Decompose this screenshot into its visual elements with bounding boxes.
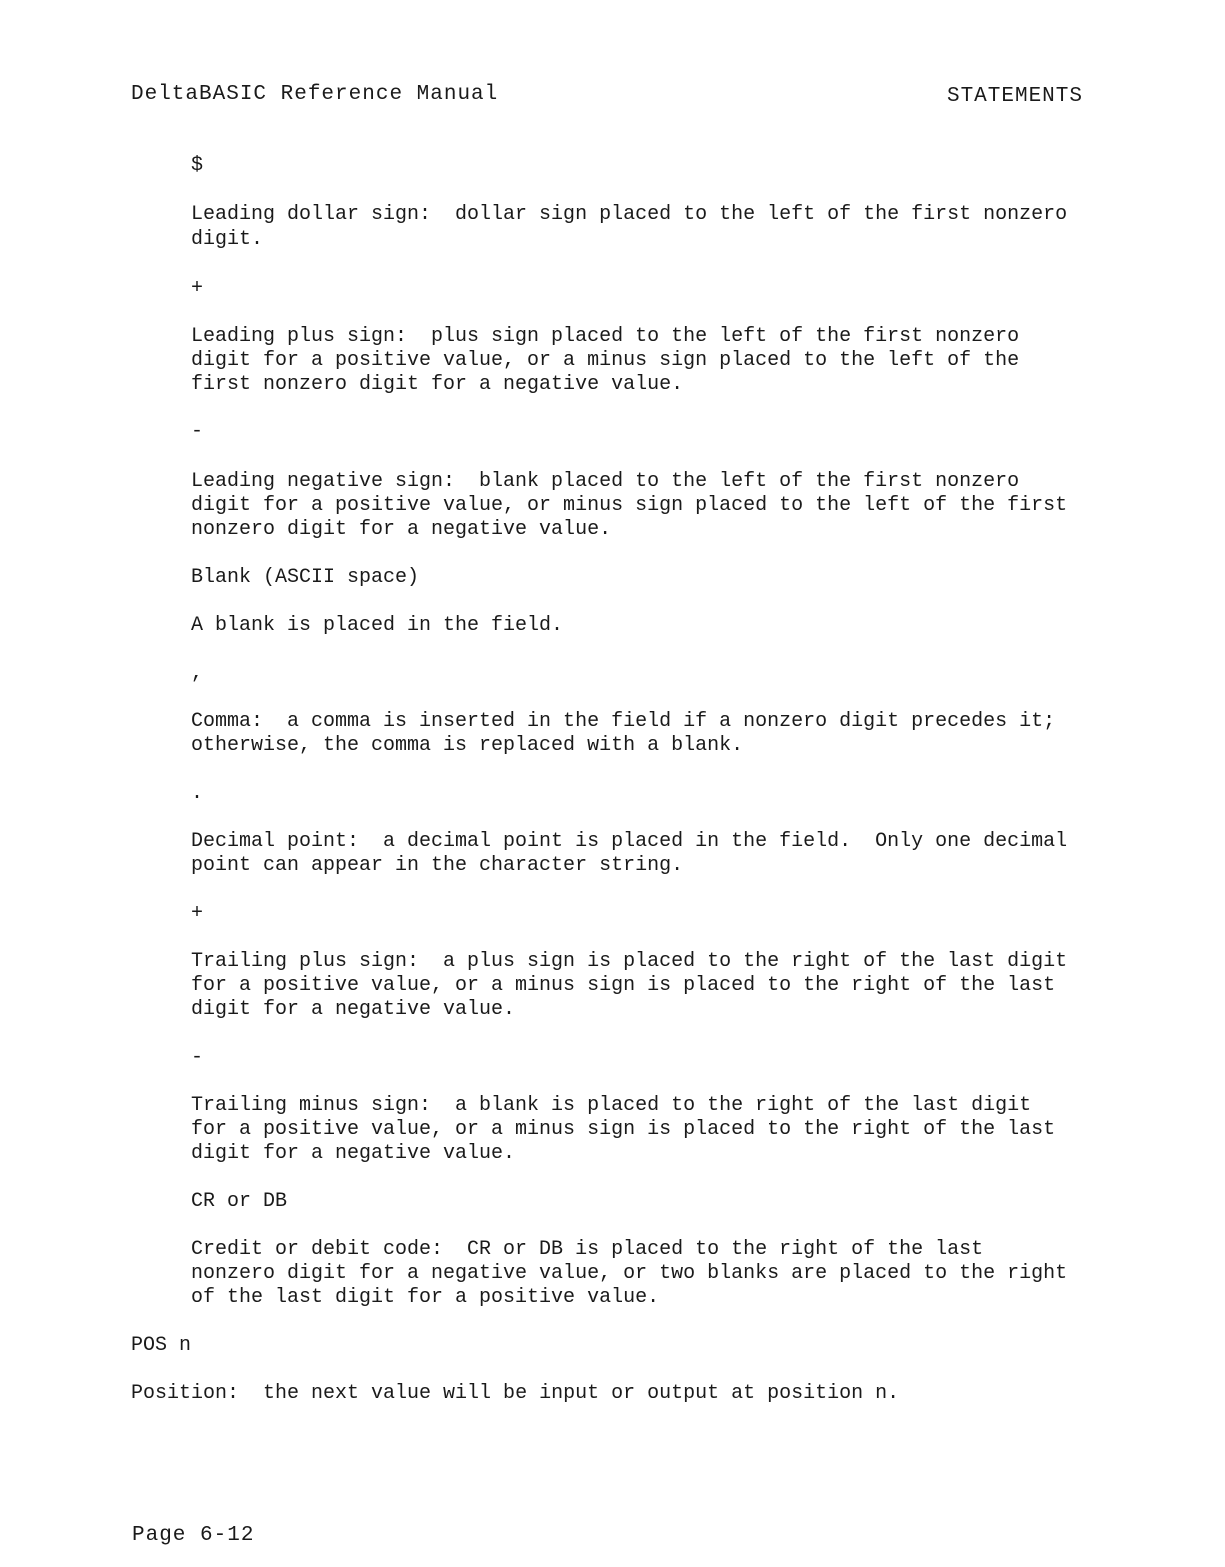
section-title: STATEMENTS bbox=[946, 85, 1083, 108]
dollar-description-line: digit. bbox=[191, 228, 264, 251]
decimal-description-line: Decimal point: a decimal point is placed in the field. Only one decimal bbox=[191, 830, 1068, 853]
page-number: Page 6-12 bbox=[132, 1524, 255, 1547]
dollar-symbol: $ bbox=[191, 154, 204, 177]
decimal-description-line: point can appear in the character string. bbox=[191, 854, 684, 877]
credit-debit-symbol: CR or DB bbox=[191, 1190, 288, 1213]
credit-debit-description-line: nonzero digit for a negative value, or two blanks are placed to the right bbox=[191, 1262, 1068, 1285]
comma-description-line: otherwise, the comma is replaced with a blank. bbox=[191, 734, 744, 757]
trailing-minus-description-line: digit for a negative value. bbox=[191, 1142, 516, 1165]
trailing-minus-description-line: for a positive value, or a minus sign is placed to the right of the last bbox=[191, 1118, 1056, 1141]
trailing-plus-description-line: digit for a negative value. bbox=[191, 998, 516, 1021]
leading-negative-description-line: digit for a positive value, or minus sign placed to the left of the first bbox=[191, 494, 1068, 517]
comma-symbol: , bbox=[191, 662, 204, 685]
blank-symbol: Blank (ASCII space) bbox=[191, 566, 420, 589]
leading-negative-symbol: - bbox=[191, 420, 204, 443]
position-symbol: POS n bbox=[131, 1334, 192, 1357]
leading-plus-description-line: digit for a positive value, or a minus sign placed to the left of the bbox=[191, 349, 1020, 372]
credit-debit-description-line: of the last digit for a positive value. bbox=[191, 1286, 660, 1309]
leading-plus-symbol: + bbox=[191, 277, 204, 300]
dollar-description-line: Leading dollar sign: dollar sign placed to the left of the first nonzero bbox=[191, 203, 1068, 226]
credit-debit-description-line: Credit or debit code: CR or DB is placed to the right of the last bbox=[191, 1238, 984, 1261]
leading-plus-description-line: first nonzero digit for a negative value. bbox=[191, 373, 684, 396]
leading-plus-description-line: Leading plus sign: plus sign placed to the left of the first nonzero bbox=[191, 325, 1020, 348]
comma-description-line: Comma: a comma is inserted in the field if a nonzero digit precedes it; bbox=[191, 710, 1056, 733]
decimal-symbol: . bbox=[191, 782, 204, 805]
blank-description-line: A blank is placed in the field. bbox=[191, 614, 564, 637]
trailing-plus-symbol: + bbox=[191, 902, 204, 925]
trailing-plus-description-line: Trailing plus sign: a plus sign is placed to the right of the last digit bbox=[191, 950, 1068, 973]
leading-negative-description-line: Leading negative sign: blank placed to the left of the first nonzero bbox=[191, 470, 1020, 493]
trailing-minus-symbol: - bbox=[191, 1046, 204, 1069]
manual-title: DeltaBASIC Reference Manual bbox=[131, 83, 499, 106]
leading-negative-description-line: nonzero digit for a negative value. bbox=[191, 518, 612, 541]
trailing-plus-description-line: for a positive value, or a minus sign is placed to the right of the last bbox=[191, 974, 1056, 997]
position-description-line: Position: the next value will be input or output at position n. bbox=[131, 1382, 900, 1405]
trailing-minus-description-line: Trailing minus sign: a blank is placed to the right of the last digit bbox=[191, 1094, 1032, 1117]
